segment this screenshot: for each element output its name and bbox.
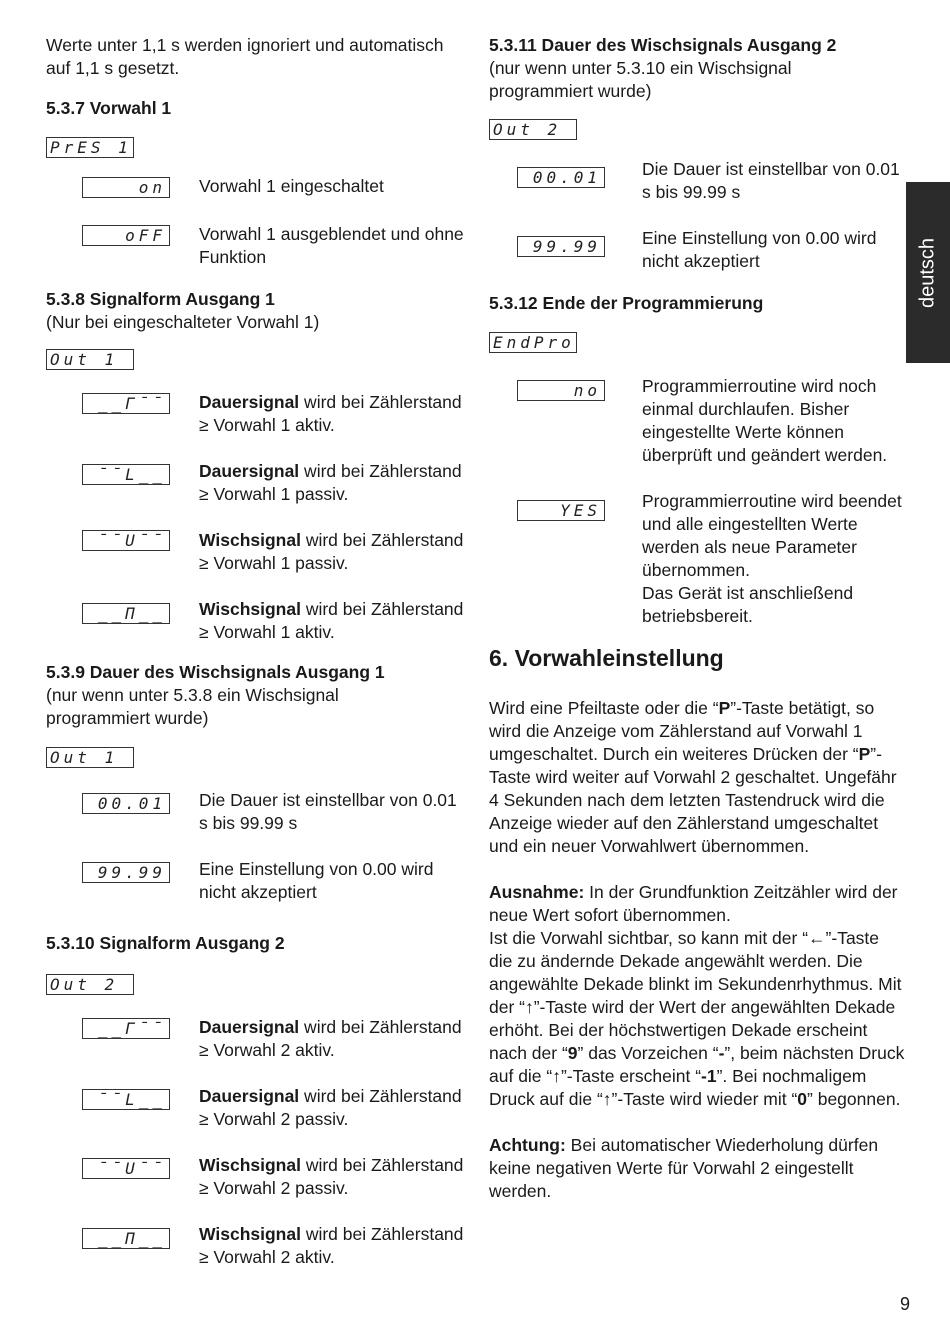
arrow-left-icon: ← [808, 928, 826, 948]
item-text: wird bei Zählerstand ≥ Vorwahl 1 aktiv. [199, 392, 462, 435]
arrow-up-icon: ↑ [602, 1089, 612, 1109]
lcd-menu-out1: Out 1 [46, 747, 134, 768]
item-bold: Dauersignal [199, 392, 300, 412]
lcd-menu-pres1: PrES 1 [46, 137, 134, 158]
label-ausnahme: Ausnahme: [489, 882, 585, 902]
list-item [489, 227, 907, 273]
list-item [46, 789, 466, 835]
item-text: wird bei Zählerstand ≥ Vorwahl 2 aktiv. [199, 1224, 464, 1267]
text-run: ”. Bei nochmaligem Druck auf die “ [489, 1066, 867, 1109]
lcd-value: __Π__ [82, 603, 170, 624]
heading-5-3-9: 5.3.9 Dauer des Wischsignals Ausgang 1 [46, 662, 385, 682]
text-run: ” das Vorzeichen “ [577, 1043, 719, 1063]
lcd-value: 00.01 [517, 167, 605, 188]
lcd-value: __Γ¯¯ [82, 393, 170, 414]
item-text: Vorwahl 1 eingeschaltet [199, 176, 384, 196]
text-run: In der Grundfunktion Zeitzähler wird der neue Wert sofort übernommen. [489, 882, 898, 925]
item-text: wird bei Zählerstand ≥ Vorwahl 2 passiv. [199, 1086, 462, 1129]
list-item [46, 223, 466, 269]
list-item [46, 858, 466, 904]
list-item [46, 529, 466, 575]
label-achtung: Achtung: [489, 1135, 566, 1155]
item-text: wird bei Zählerstand ≥ Vorwahl 1 passiv. [199, 461, 462, 504]
text-run: ”-Taste betätigt, so wird die Anzeige vom Zählerstand auf Vorwahl 1 umgeschaltet. Durch ein weiteres Drücken der “ [489, 698, 875, 764]
item-bold: Wischsignal [199, 1155, 301, 1175]
item-text: Die Dauer ist einstellbar von 0.01 s bis 99.99 s [642, 159, 900, 202]
arrow-up-icon: ↑ [524, 997, 534, 1017]
lcd-value: ¯¯L__ [82, 1089, 170, 1110]
lcd-value: no [517, 380, 605, 401]
item-text: Eine Einstellung von 0.00 wird nicht akzeptiert [199, 859, 434, 902]
lcd-value: 99.99 [82, 862, 170, 883]
heading-5-3-12: 5.3.12 Ende der Programmierung [489, 293, 764, 313]
item-text: Programmierroutine wird beendet und alle eingestellten Werte werden als neue Parameter übernommen. [642, 491, 902, 580]
lcd-value: ¯¯U¯¯ [82, 1158, 170, 1179]
paragraph-6-4 [489, 1134, 907, 1203]
item-text: wird bei Zählerstand ≥ Vorwahl 1 passiv. [199, 530, 464, 573]
item-text: Die Dauer ist einstellbar von 0.01 s bis 99.99 s [199, 790, 457, 833]
heading-5-3-11: 5.3.11 Dauer des Wischsignals Ausgang 2 [489, 35, 837, 55]
right-column [489, 34, 907, 1203]
item-text: wird bei Zählerstand ≥ Vorwahl 2 aktiv. [199, 1017, 462, 1060]
list-item [46, 1016, 466, 1062]
heading-6: 6. Vorwahleinstellung [489, 645, 724, 671]
list-item [46, 391, 466, 437]
digit-9: 9 [567, 1043, 578, 1063]
text-run: ”-Taste erscheint “ [560, 1066, 702, 1086]
lcd-menu-out2: Out 2 [489, 119, 577, 140]
minus-one: -1 [701, 1066, 717, 1086]
paragraph-6-3 [489, 927, 907, 1111]
lcd-value: __Γ¯¯ [82, 1018, 170, 1039]
item-bold: Wischsignal [199, 1224, 301, 1244]
list-item [46, 1223, 466, 1269]
digit-0: 0 [797, 1089, 808, 1109]
paragraph-6-1 [489, 697, 907, 858]
list-item [46, 175, 466, 200]
language-tab-label: deutsch [916, 237, 939, 308]
text-run: ” begonnen. [807, 1089, 901, 1109]
key-p: P [718, 698, 731, 718]
list-item [46, 1085, 466, 1131]
item-text-2: Das Gerät ist anschließend betriebsbereit. [642, 583, 854, 626]
lcd-value: 99.99 [517, 236, 605, 257]
text-run: ”-Taste wird der Wert der angewählten Dekade erhöht. Bei der höchstwertigen Dekade erscheint nach der “ [489, 997, 896, 1063]
list-item [489, 158, 907, 204]
language-tab [906, 182, 950, 363]
item-text: wird bei Zählerstand ≥ Vorwahl 1 aktiv. [199, 599, 464, 642]
item-bold: Dauersignal [199, 1017, 300, 1037]
text-run: ”-Taste wird weiter auf Vorwahl 2 geschaltet. Ungefähr 4 Sekunden nach dem letzten Tastendruck wird die Anzeige wieder auf den Zählerstand umgeschaltet und ein neuer Vorwahlwert übernommen. [489, 744, 897, 856]
paragraph-6-2 [489, 881, 907, 927]
lcd-value: on [82, 177, 170, 198]
minus-sign: - [718, 1043, 725, 1063]
item-text: Programmierroutine wird noch einmal durchlaufen. Bisher eingestellte Werte können überprüft und geändert werden. [642, 376, 888, 465]
text-run: Bei automatischer Wiederholung dürfen keine negativen Werte für Vorwahl 2 eingestellt werden. [489, 1135, 879, 1201]
lcd-value: oFF [82, 225, 170, 246]
item-text: Vorwahl 1 ausgeblendet und ohne Funktion [199, 224, 464, 267]
text-run: ”-Taste wird wieder mit “ [611, 1089, 798, 1109]
heading-5-3-8: 5.3.8 Signalform Ausgang 1 [46, 289, 275, 309]
lcd-menu-out1: Out 1 [46, 349, 134, 370]
item-bold: Dauersignal [199, 461, 300, 481]
item-text: Eine Einstellung von 0.00 wird nicht akzeptiert [642, 228, 877, 271]
page-number: 9 [900, 1294, 911, 1314]
text-run: ”-Taste die zu ändernde Dekade angewählt werden. Die angewählte Dekade blinkt im Sekundenrhythmus. Mit der “ [489, 928, 902, 1017]
left-column [46, 34, 466, 1269]
item-bold: Wischsignal [199, 530, 301, 550]
section-note: (Nur bei eingeschalteter Vorwahl 1) [46, 312, 320, 332]
item-text: wird bei Zählerstand ≥ Vorwahl 2 passiv. [199, 1155, 464, 1198]
list-item [46, 1154, 466, 1200]
text-run: ”, beim nächsten Druck auf die “ [489, 1043, 905, 1086]
text-run: Wird eine Pfeiltaste oder die “ [489, 698, 719, 718]
intro-text: Werte unter 1,1 s werden ignoriert und automatisch auf 1,1 s gesetzt. [46, 35, 444, 78]
list-item [489, 375, 907, 467]
lcd-value: YES [517, 500, 605, 521]
heading-5-3-7: 5.3.7 Vorwahl 1 [46, 98, 172, 118]
section-note: (nur wenn unter 5.3.10 ein Wischsignal programmiert wurde) [489, 58, 792, 101]
lcd-value: 00.01 [82, 793, 170, 814]
list-item [46, 460, 466, 506]
key-p: P [858, 744, 871, 764]
list-item [46, 598, 466, 644]
section-note: (nur wenn unter 5.3.8 ein Wischsignal programmiert wurde) [46, 685, 339, 728]
list-item [489, 490, 907, 628]
heading-5-3-10: 5.3.10 Signalform Ausgang 2 [46, 933, 285, 953]
arrow-up-icon: ↑ [552, 1066, 561, 1086]
lcd-value: __Π__ [82, 1228, 170, 1249]
lcd-value: ¯¯U¯¯ [82, 530, 170, 551]
lcd-menu-endpro: EndPro [489, 332, 577, 353]
item-bold: Wischsignal [199, 599, 301, 619]
text-run: Ist die Vorwahl sichtbar, so kann mit der “ [489, 928, 809, 948]
item-bold: Dauersignal [199, 1086, 300, 1106]
lcd-value: ¯¯L__ [82, 464, 170, 485]
lcd-menu-out2: Out 2 [46, 974, 134, 995]
